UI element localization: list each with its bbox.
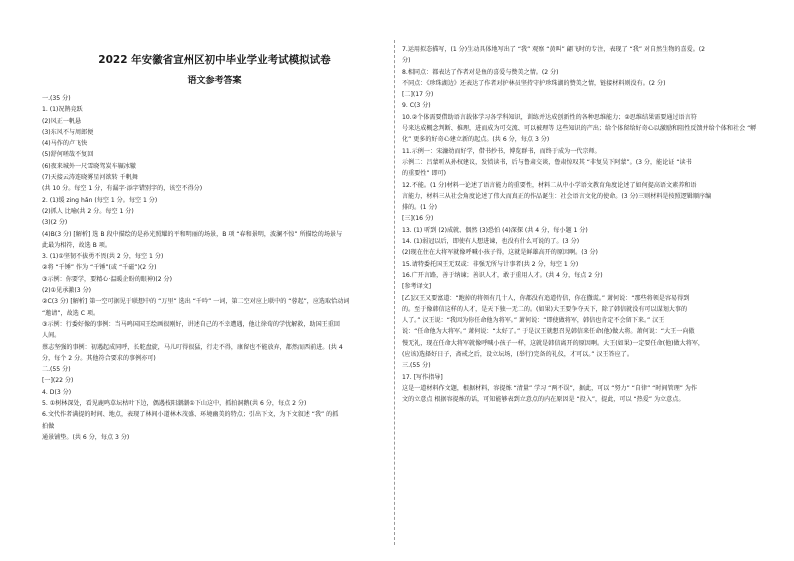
right-line: 9. C(3 分): [402, 102, 431, 110]
right-line: 化” 更多的好奇心建立新的起点。(共 6 分，每点 3 分): [402, 136, 550, 144]
right-column: [402, 44, 758, 406]
right-line: [乙]汉王又要富道：“跑掉的将领有几十人，你都没有追道侍信，你在撒谎。” 萧何说：“那些将领是容易得到: [402, 294, 690, 302]
right-line: 文的立意点 根据容提炼的话，可知能够表到立意点的内在原因是 “投入”，提此，可以 “热爱” 为立意点。: [402, 396, 685, 404]
right-line: 的重要性” 即可): [402, 170, 447, 178]
left-line: 人间。: [42, 332, 61, 340]
left-line: 拍做: [42, 422, 55, 430]
left-line: (共 10 分。每空 1 分，有漏字·添字错别字的，该空不得分): [42, 185, 203, 193]
left-line: (3)(2 分): [42, 219, 68, 227]
right-line: [参考译文]: [402, 283, 432, 291]
right-line: (应该)选择好日子，斋戒之后，设立坛场，(举行)完备的礼仪，才可以。” 汉王答应了。: [402, 351, 633, 359]
right-line: 的。至于像韩信这样的人才，是天下独一无二的。(如果)大王要争夺天下，除了韩信就没有可以谋划大事的: [402, 305, 688, 313]
left-line: (4)马作的卢飞快: [42, 140, 88, 148]
right-line: 10.②个体需要借助语言载体学习各学科知识，训练并达成创新性的各种思维能力；②思维结果需要通过语言符: [402, 113, 697, 121]
right-line: 15.请特委托国王无双或：非强无所与计事者(共 2 分，每空 1 分): [402, 260, 579, 268]
left-line: (3)东风不与周郎便: [42, 128, 94, 136]
right-line: 分): [402, 57, 411, 65]
right-line: 言能力，材料三从社会角度论述了伟大而真正的作品诞生：社会语言文化的使命。(3 分)三则材料是按照逻辑顺序编: [402, 192, 712, 200]
right-line: 说：“任命他为大将军。” 萧何说：“太好了。” 于是汉王就想召见韩信来任命(他)做大将。萧何说：“大王一向傲: [402, 328, 695, 336]
left-column: [42, 44, 387, 443]
left-line: 一.(35 分): [42, 95, 71, 102]
left-line: (2)①见承激(3 分): [42, 287, 92, 295]
left-line: ③示例：行委好像的事例：当马鸣国国王绘画很刚好，讲述自己的不幸遭遇，他让徐荀的学忧解救，助国王重回: [42, 320, 340, 328]
left-line: 3. (1)①坚韧不拔勇不畏(共 2 分，每空 1 分): [42, 253, 164, 261]
left-line: (2)风正一帆悬: [42, 117, 82, 125]
right-line: 7.运用拟态描写，(1 分)生动具体地写出了 “我” 观察 “黄叫” 翩飞时的专注，表现了 “我” 对自然生物的喜爱。(2: [402, 46, 706, 53]
right-line: 这是一道材料作文题，根据材料，容提炼 “清量” 学习 “两不误”，据此，可以 “努力” “自律” “时间管理” 为作: [402, 384, 697, 392]
right-line: [三](16 分): [402, 215, 434, 223]
left-line: ②C(3 分) [解析] 第一空可据见于联想中的 “万里” 选出 “千吟” 一词，第二空对应上联中的 “蓉起”，应选取恰动词: [42, 298, 350, 306]
left-line: “邀请”，故选 C 项。: [42, 309, 100, 317]
column-divider: [394, 40, 395, 545]
right-line: 示例二：吕蒙听从孙权建议，发愤读书，后与鲁肃交谈，鲁肃惊叹其 “非复吴下阿蒙”。(3 分，能论证 “读书: [402, 158, 692, 166]
left-line: ③示例：你要学，要精心·温暖企盼的眼神)(2 分): [42, 275, 173, 283]
left-line: ②将 “千锤” 作为 “千锤”(或 “千磁”)(2 分): [42, 264, 157, 272]
left-line: 5. ①树林深处，看见鹿鸣草坛枯叶下边，偶遇枝阳潮潮①下山这中，抓拍洞鹅(共 6 分，每点 2 分): [42, 400, 307, 408]
right-line: 11.示例一：宋濂幼而好学，借书抄书，博览群书，而终于成为一代宗师。: [402, 147, 601, 155]
right-line: 人了。” 汉王说：“我因为你任命他为将军。” 萧何说：“即使做将军，韩信也肯定不会留下来。” 汉王: [402, 317, 665, 325]
right-line: 13. (1) 听到 (2)成就、偶然 (3)恐怕 (4)深探 (共 4 分，每小题 1 分): [402, 226, 588, 234]
right-line: 号来达成概念判断、推理，进而成为可交流、可以被理等 这些知识的产出；给个体留给好奇心以激励和阻性反馈并给个体和社会 “孵: [402, 125, 757, 133]
document-subtitle: 语文参考答案: [187, 76, 242, 86]
right-line: 12.不能。(1 分)材料一论述了语言能力的重要性，材料二从中小学语文教育角度论述了如何提高语文素养和语: [402, 181, 697, 189]
left-line: 通景铺垫。(共 6 分，每点 3 分): [42, 433, 130, 441]
right-line: 排的。(1 分): [402, 204, 437, 212]
left-column-text: [42, 93, 387, 443]
left-line: 蔡志坚强的事例：初遇起成同呼，长舵盘旋，马儿叮得很猛，行走不得，康留也不能放弃，都然而西前进。(共 4: [42, 343, 343, 351]
left-line: (6)夜来城外一尺雪晓驾炭车辗冰辙: [42, 162, 136, 170]
right-line: 16.广开言路，善于纳谏；善识人才，敢于重用人才。(共 4 分，每点 2 分): [402, 271, 603, 279]
left-line: 此最为相符，故选 B 项。: [42, 241, 111, 249]
left-line: (4)B(3 分) [解析] 选 B 段中描绘的是孙光照耀的平和明丽的场景，B 项 “春和景明，波澜不惊” 所描绘的场景与: [42, 230, 343, 238]
left-line: 4. D(3 分): [42, 388, 72, 396]
right-line: (2)现在住在大将军就像呼喊小孩子得，这就是鲜雄高开的原因啊。(3 分): [402, 249, 598, 257]
right-line: [二](17 分): [402, 91, 434, 99]
left-line: 2. (1)缓 zing hǎn (每空 1 分。每空 1 分): [42, 196, 158, 204]
left-line: 二.(55 分): [42, 366, 71, 374]
left-line: (5)舒何嗟哉不复回: [42, 151, 94, 159]
right-line: 不同点：《珍珠湖边》还表达了作者对护林员坚持守护珍珠湖的赞美之情，链接材料则没有。(2 分): [402, 79, 666, 87]
right-line: 三.(55 分): [402, 362, 431, 370]
left-line: (7)天接云涛连晓雾星河欲转 千帆舞: [42, 174, 138, 182]
right-line: 8.相同点：都表达了作者对是鱼的喜爱与赞美之情。(2 分): [402, 68, 559, 76]
right-line: 慢无礼，现在任命大将军就像呼喊小孩子一样，这就是韩信离开的原因啊。大王(如果)一定要任命(他)做大将军，: [402, 339, 705, 347]
left-line: (2)抓人 比喻(共 2 分。每空 1 分): [42, 207, 134, 215]
right-line: 14. (1)弱冠以后，即使有人想进谏，也没有什么可说的了。(3 分): [402, 238, 580, 246]
left-line: 1. (1)况鹊竞跃: [42, 106, 83, 114]
right-column-text: [402, 44, 758, 406]
left-line: 6.文代作者满提的时间、地点，表现了林间小道林木茂盛、环境幽美的特点；引出下文，为下文叙述 “我” 的抓: [42, 411, 339, 419]
right-line: 17. [写作指导]: [402, 373, 443, 381]
document-title: 2022 年安徽省宣州区初中毕业学业考试模拟试卷: [98, 54, 331, 66]
left-line: 分，每个 2 分。其他符合要求的事例亦可): [42, 354, 156, 362]
left-line: [一](22 分): [42, 377, 74, 385]
